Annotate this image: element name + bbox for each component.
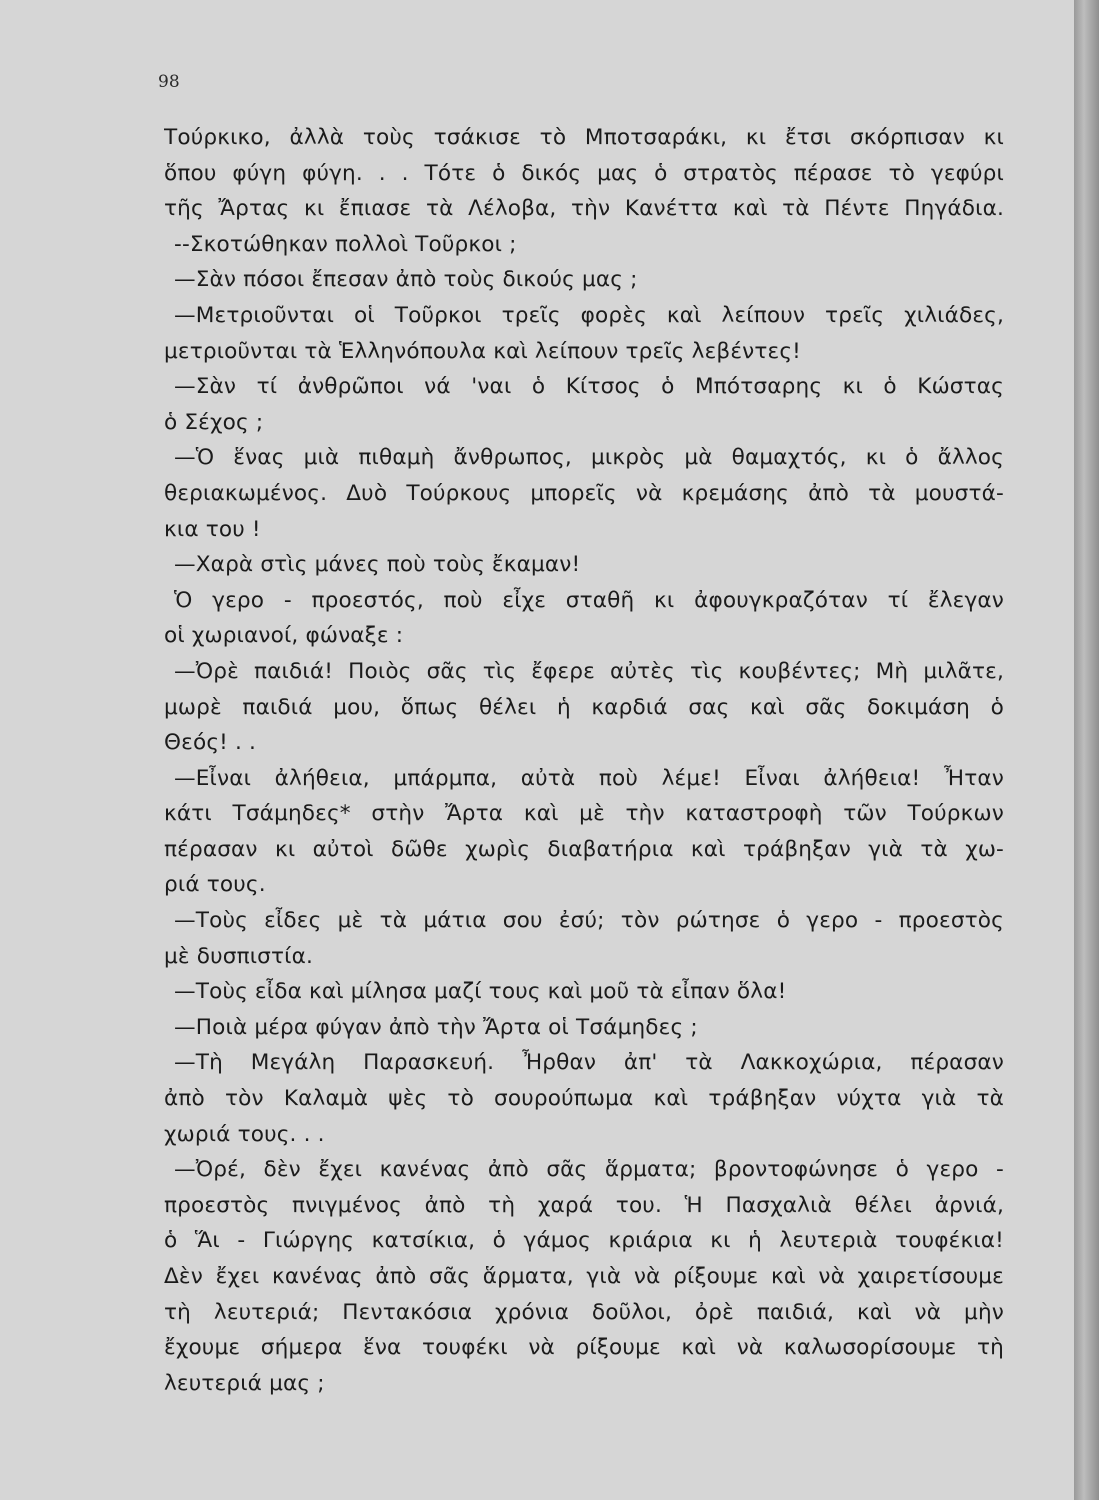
text-line: —Ὀρὲ παιδιά! Ποιὸς σᾶς τὶς ἔφερε αὐτὲς τὶς κουβέντες; Μὴ μιλᾶτε, <box>174 658 1004 684</box>
text-line: —Τοὺς εἶδες μὲ τὰ μάτια σου ἐσύ; τὸν ρώτησε ὁ γερο - προεστὸς <box>174 908 1004 934</box>
text-line: ὅπου φύγη φύγη. . . Τότε ὁ δικός μας ὁ στρατὸς πέρασε τὸ γεφύρι <box>164 160 1004 186</box>
text-line: τὴ λευτεριά; Πεντακόσια χρόνια δοῦλοι, ὀρὲ παιδιά, καὶ νὰ μὴν <box>164 1299 1004 1325</box>
text-line: —Μετριοῦνται οἱ Τοῦρκοι τρεῖς φορὲς καὶ λείπουν τρεῖς χιλιάδες, <box>174 302 1004 328</box>
text-line: —Σὰν πόσοι ἔπεσαν ἀπὸ τοὺς δικούς μας ; <box>174 267 638 293</box>
text-line: Τούρκικο, ἀλλὰ τοὺς τσάκισε τὸ Μποτσαράκι, κι ἔτσι σκόρπισαν κι <box>164 125 1004 150</box>
text-line: τῆς Ἄρτας κι ἔπιασε τὰ Λέλοβα, τὴν Κανέττα καὶ τὰ Πέντε Πηγάδια. <box>164 196 1004 222</box>
text-line: χωριά τους. . . <box>164 1121 325 1147</box>
text-line: —Εἶναι ἀλήθεια, μπάρμπα, αὐτὰ ποὺ λέμε! Εἶναι ἀλήθεια! Ἦταν <box>174 765 1004 791</box>
text-block <box>164 120 1004 1401</box>
text-line: --Σκοτώθηκαν πολλοὶ Τοῦρκοι ; <box>174 231 517 257</box>
text-line: —Τὴ Μεγάλη Παρασκευή. Ἦρθαν ἀπ' τὰ Λακκοχώρια, πέρασαν <box>174 1050 1004 1076</box>
text-line: οἱ χωριανοί, φώναξε : <box>164 623 404 649</box>
page-edge <box>1074 0 1099 1500</box>
text-line: μωρὲ παιδιά μου, ὅπως θέλει ἡ καρδιά σας καὶ σᾶς δοκιμάση ὁ <box>164 694 1004 720</box>
text-line: μετριοῦνται τὰ Ἑλληνόπουλα καὶ λείπουν τρεῖς λεβέντες! <box>164 338 801 364</box>
text-line: —Ποιὰ μέρα φύγαν ἀπὸ τὴν Ἄρτα οἱ Τσάμηδες ; <box>174 1014 698 1040</box>
text-line: ὁ Σέχος ; <box>164 409 264 435</box>
text-line: θεριακωμένος. Δυὸ Τούρκους μπορεῖς νὰ κρεμάσης ἀπὸ τὰ μουστά- <box>164 480 1004 506</box>
text-line: —Χαρὰ στὶς μάνες ποὺ τοὺς ἔκαμαν! <box>174 552 581 578</box>
text-line: πέρασαν κι αὐτοὶ δῶθε χωρὶς διαβατήρια καὶ τράβηξαν γιὰ τὰ χω- <box>164 836 1004 862</box>
text-line: λευτεριά μας ; <box>164 1370 325 1396</box>
text-line: ἔχουμε σήμερα ἕνα τουφέκι νὰ ρίξουμε καὶ νὰ καλωσορίσουμε τὴ <box>164 1335 1004 1361</box>
text-line: —Ὀρέ, δὲν ἔχει κανένας ἀπὸ σᾶς ἅρματα; βροντοφώνησε ὁ γερο - <box>174 1157 1004 1183</box>
text-line: —Τοὺς εἶδα καὶ μίλησα μαζί τους καὶ μοῦ τὰ εἶπαν ὅλα! <box>174 979 787 1005</box>
text-line: ριά τους. <box>164 872 266 898</box>
text-line: ὁ Ἅι - Γιώργης κατσίκια, ὁ γάμος κριάρια κι ἡ λευτεριὰ τουφέκια! <box>164 1228 1004 1254</box>
text-line: κια του ! <box>164 516 261 542</box>
text-line: κάτι Τσάμηδες* στὴν Ἄρτα καὶ μὲ τὴν καταστροφὴ τῶν Τούρκων <box>164 801 1004 827</box>
text-line: —Ὁ ἕνας μιὰ πιθαμὴ ἄνθρωπος, μικρὸς μὰ θαμαχτός, κι ὁ ἄλλος <box>174 445 1004 471</box>
text-line: Δὲν ἔχει κανένας ἀπὸ σᾶς ἅρματα, γιὰ νὰ ρίξουμε καὶ νὰ χαιρετίσουμε <box>164 1264 1004 1289</box>
text-line: —Σὰν τί ἀνθρῶποι νά 'ναι ὁ Κίτσος ὁ Μπότσαρης κι ὁ Κώστας <box>174 374 1004 400</box>
text-line: ἀπὸ τὸν Καλαμὰ ψὲς τὸ σουρούπωμα καὶ τράβηξαν νύχτα γιὰ τὰ <box>164 1086 1004 1112</box>
text-line: Ὁ γερο - προεστός, ποὺ εἶχε σταθῆ κι ἀφουγκραζόταν τί ἔλεγαν <box>174 587 1004 613</box>
text-line: μὲ δυσπιστία. <box>164 943 314 969</box>
text-line: Θεός! . . <box>164 730 257 756</box>
text-line: προεστὸς πνιγμένος ἀπὸ τὴ χαρά του. Ἡ Πασχαλιὰ θέλει ἀρνιά, <box>164 1192 1004 1218</box>
page-number: 98 <box>158 72 180 92</box>
